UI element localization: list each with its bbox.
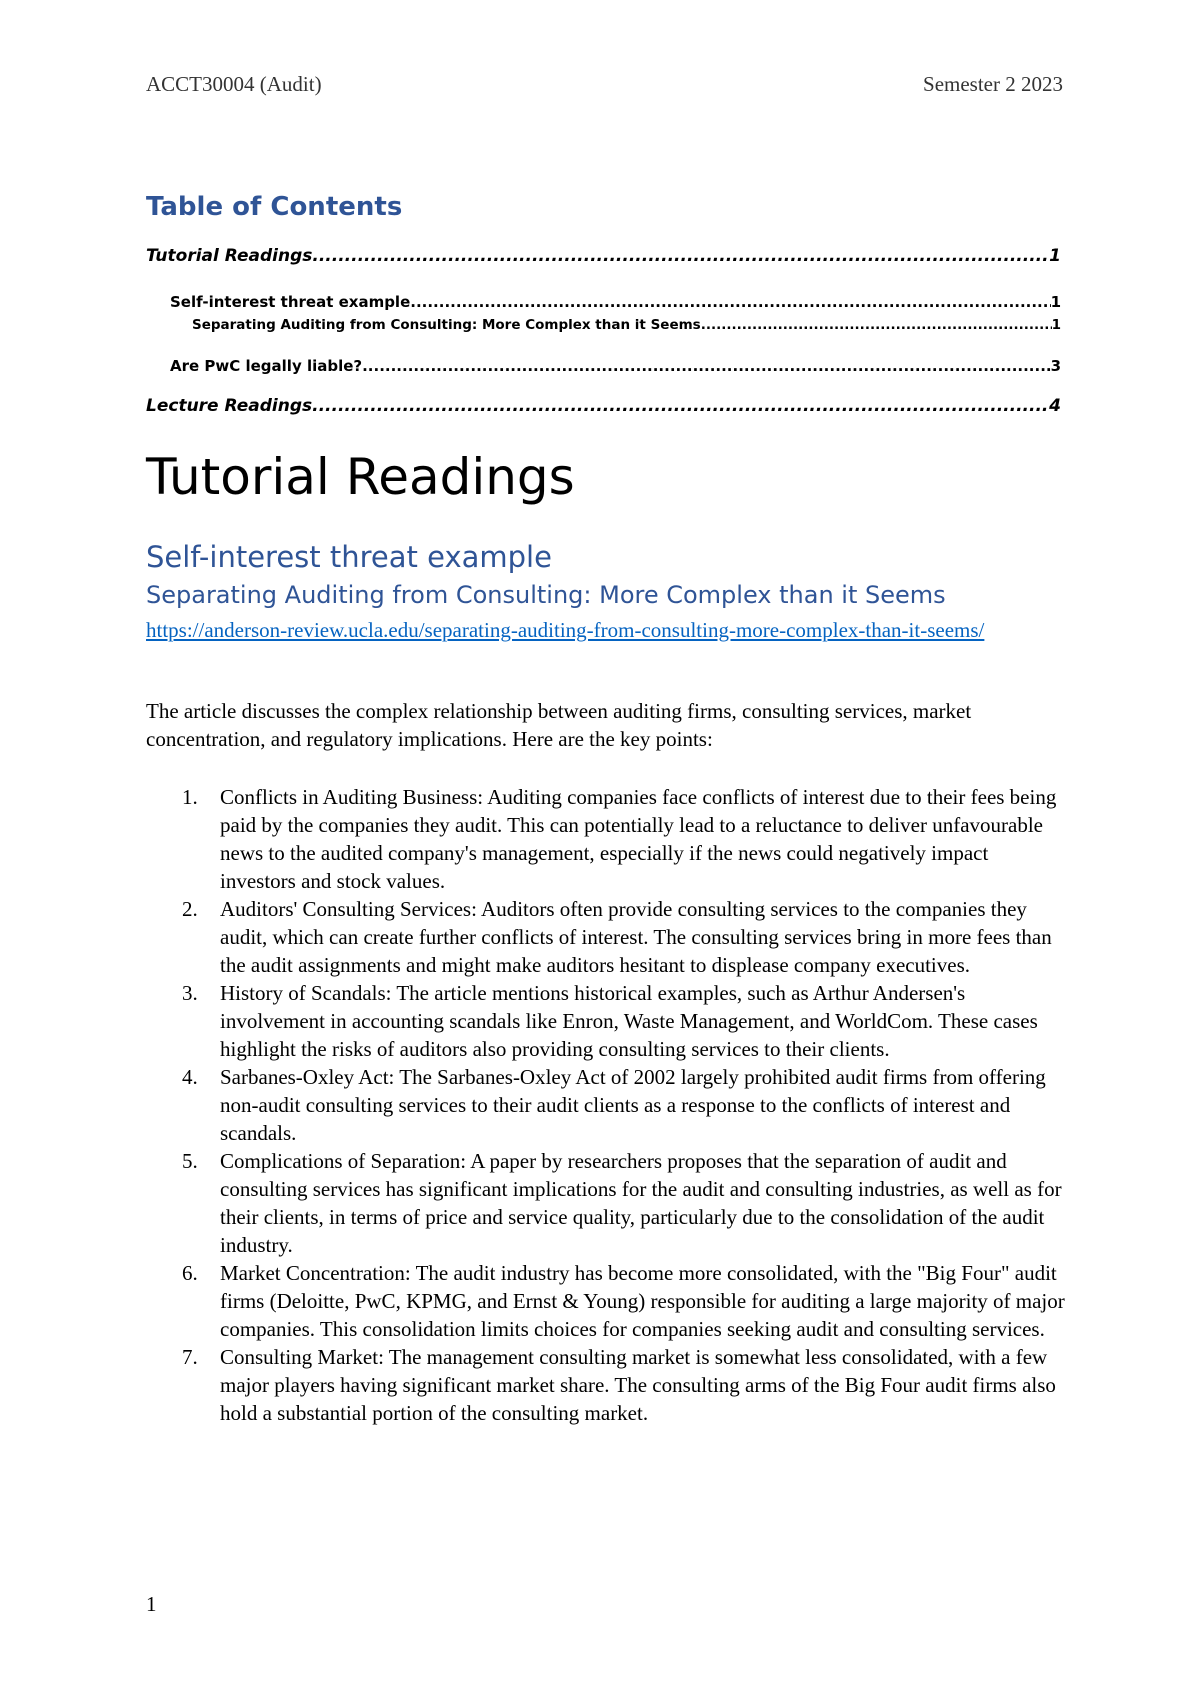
toc-entry-tutorial-readings[interactable]: [146, 246, 1061, 266]
heading-self-interest-threat: Self-interest threat example: [146, 540, 552, 574]
list-item-text: Auditors' Consulting Services: Auditors often provide consulting services to the companies they audit, which can create further conflicts of interest. The consulting services bring in more fees than the audit assignments and might make auditors hesitant to displease company executives.: [220, 897, 1052, 977]
list-item-text: History of Scandals: The article mentions historical examples, such as Arthur Andersen's involvement in accounting scandals like Enron, Waste Management, and WorldCom. These cases highlight the risks of auditors also providing consulting services to their clients.: [220, 981, 1038, 1061]
list-item: [146, 895, 1066, 979]
list-number: 2.: [182, 897, 198, 921]
toc-entry-page: 4: [1049, 396, 1061, 416]
list-number: 1.: [182, 785, 198, 809]
header-course-code: ACCT30004 (Audit): [146, 72, 322, 96]
heading-article-title: Separating Auditing from Consulting: More Complex than it Seems: [146, 581, 946, 609]
toc-entry-page: 1: [1049, 246, 1061, 266]
toc-entry-label: Are PwC legally liable?: [170, 357, 363, 375]
toc-entry-label: Lecture Readings: [146, 396, 313, 416]
list-number: 5.: [182, 1149, 198, 1173]
list-item: [146, 979, 1066, 1063]
list-item: [146, 1147, 1066, 1259]
toc-entry-separating-auditing[interactable]: [192, 317, 1061, 333]
list-number: 6.: [182, 1261, 198, 1285]
toc-entry-page: 3: [1050, 357, 1061, 375]
toc-entry-page: 1: [1050, 293, 1061, 311]
list-item: [146, 1343, 1066, 1427]
toc-entry-lecture-readings[interactable]: [146, 396, 1061, 416]
toc-leader: [312, 246, 1049, 266]
list-item: [146, 1259, 1066, 1343]
article-link[interactable]: https://anderson-review.ucla.edu/separating-auditing-from-consulting-more-complex-than-it-seems/: [146, 618, 985, 642]
toc-leader: [362, 357, 1050, 375]
list-number: 4.: [182, 1065, 198, 1089]
toc-entry-label: Separating Auditing from Consulting: More Complex than it Seems: [192, 317, 701, 333]
toc-entry-label: Tutorial Readings: [146, 246, 313, 266]
toc-entry-pwc-liable[interactable]: [170, 357, 1061, 375]
toc-title: Table of Contents: [146, 192, 403, 222]
list-item-text: Consulting Market: The management consulting market is somewhat less consolidated, with a few major players having significant market share. The consulting arms of the Big Four audit firms also hold a substantial portion of the consulting market.: [220, 1345, 1056, 1425]
list-item: [146, 783, 1066, 895]
header-semester: Semester 2 2023: [923, 72, 1063, 96]
toc-leader: [410, 293, 1050, 311]
list-item-text: Sarbanes-Oxley Act: The Sarbanes-Oxley Act of 2002 largely prohibited audit firms from offering non-audit consulting services to their audit clients as a response to the conflicts of interest and scandals.: [220, 1065, 1046, 1145]
footer-page-number: 1: [146, 1592, 157, 1616]
list-number: 7.: [182, 1345, 198, 1369]
list-item-text: Market Concentration: The audit industry has become more consolidated, with the "Big Four" audit firms (Deloitte, PwC, KPMG, and Ernst & Young) responsible for auditing a large majority of major companies. This consolidation limits choices for companies seeking audit and consulting services.: [220, 1261, 1065, 1341]
toc-entry-label: Self-interest threat example: [170, 293, 411, 311]
list-item: [146, 1063, 1066, 1147]
toc-entry-page: 1: [1051, 317, 1061, 333]
toc-entry-self-interest[interactable]: [170, 293, 1061, 311]
list-item-text: Complications of Separation: A paper by researchers proposes that the separation of audit and consulting services has significant implications for the audit and consulting industries, as well as for their clients, in terms of price and service quality, particularly due to the consolidation of the audit industry.: [220, 1149, 1062, 1257]
intro-paragraph: The article discusses the complex relationship between auditing firms, consulting services, market concentration, and regulatory implications. Here are the key points:: [146, 699, 972, 751]
heading-tutorial-readings: Tutorial Readings: [146, 448, 575, 506]
toc-leader: [701, 317, 1052, 333]
list-item-text: Conflicts in Auditing Business: Auditing companies face conflicts of interest due to their fees being paid by the companies they audit. This can potentially lead to a reluctance to deliver unfavourable news to the audited company's management, especially if the news could negatively impact investors and stock values.: [220, 785, 1057, 893]
toc-leader: [312, 396, 1049, 416]
list-number: 3.: [182, 981, 198, 1005]
key-points-list: [146, 783, 1066, 1427]
